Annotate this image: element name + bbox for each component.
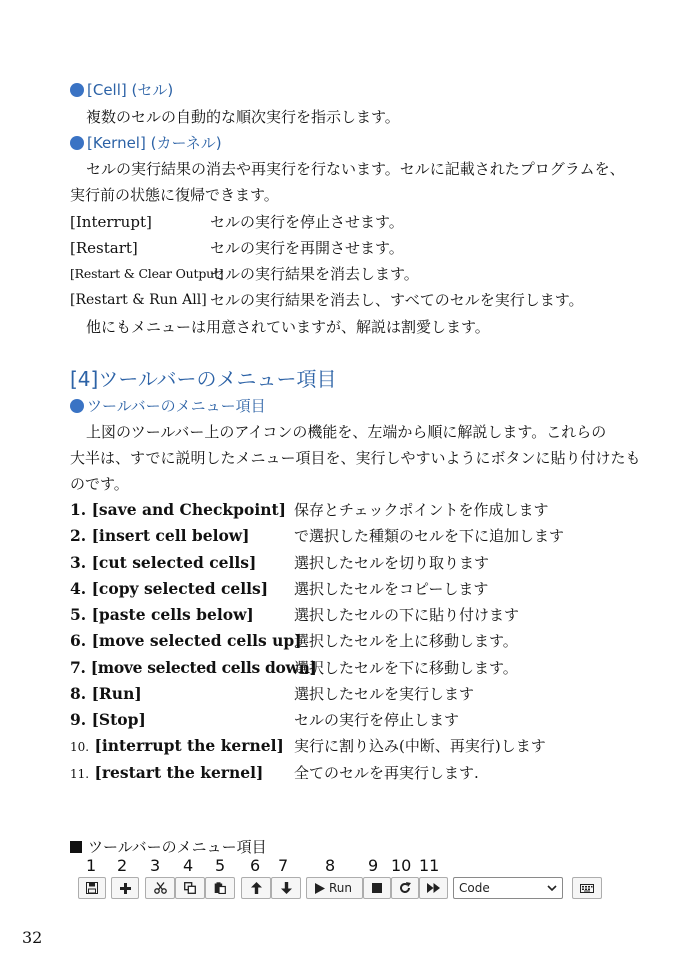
chevron-down-icon — [547, 885, 557, 891]
kernel-item-term: [Restart & Run All] — [70, 292, 207, 308]
copy-cells-button[interactable] — [175, 877, 205, 899]
copy-icon — [184, 882, 196, 894]
kernel-item-term: [Interrupt] — [70, 213, 152, 231]
toolbar-list-term: 9. [Stop] — [70, 710, 146, 729]
stop-icon — [372, 883, 382, 893]
paste-cells-button[interactable] — [205, 877, 235, 899]
square-bullet-icon — [70, 841, 82, 853]
run-button-label: Run — [329, 881, 353, 895]
bullet-dot — [70, 399, 84, 413]
toolbar-list-term: 7. [move selected cells down] — [70, 658, 317, 677]
cell-description: 複数のセルの自動的な順次実行を指示します。 — [86, 108, 400, 126]
arrow-down-icon — [281, 882, 292, 894]
toolbar-number: 3 — [150, 856, 161, 875]
kernel-item-desc: セルの実行結果を消去し、すべてのセルを実行します。 — [210, 291, 584, 309]
restart-icon — [399, 882, 411, 894]
scissors-icon — [154, 882, 167, 894]
toolbar-number: 5 — [215, 856, 226, 875]
toolbar-list-term: 10. [interrupt the kernel] — [70, 736, 284, 755]
toolbar-list-desc: 選択したセルを実行します — [294, 685, 475, 703]
toolbar-list-term: 2. [insert cell below] — [70, 526, 250, 545]
keyboard-icon — [580, 884, 594, 893]
toolbar-number: 10 — [391, 856, 412, 875]
toolbar-number: 9 — [368, 856, 379, 875]
run-button[interactable] — [306, 877, 363, 899]
kernel-paragraph-line-1: セルの実行結果の消去や再実行を行ないます。セルに記載されたプログラムを、 — [86, 160, 625, 178]
toolbar-list-desc: 選択したセルを切り取ります — [294, 554, 490, 572]
toolbar-list-desc: 全てのセルを再実行します. — [294, 764, 479, 782]
stop-button[interactable] — [363, 877, 391, 899]
toolbar-list-desc: 実行に割り込み(中断、再実行)します — [294, 737, 546, 755]
insert-cell-below-button[interactable] — [111, 877, 139, 899]
toolbar-list-term: 4. [copy selected cells] — [70, 579, 269, 598]
save-icon — [86, 882, 98, 894]
restart-kernel-button[interactable] — [391, 877, 419, 899]
cell-heading: [Cell] (セル) — [70, 80, 173, 100]
toolbar-number: 6 — [250, 856, 261, 875]
toolbar-list-desc: 選択したセルをコピーします — [294, 580, 489, 598]
toolbar-list-desc: で選択した種類のセルを下に追加します — [294, 527, 565, 545]
kernel-item-term: [Restart] — [70, 239, 138, 257]
toolbar-list-desc: 選択したセルを下に移動します。 — [294, 659, 518, 677]
section-subheading: ツールバーのメニュー項目 — [70, 396, 266, 416]
toolbar-number: 4 — [183, 856, 194, 875]
section-title: [4]ツールバーのメニュー項目 — [70, 367, 337, 391]
toolbar-caption: ツールバーのメニュー項目 — [70, 836, 267, 857]
kernel-item-desc: セルの実行を再開させます。 — [210, 239, 404, 257]
paste-icon — [214, 882, 226, 894]
toolbar-number: 7 — [278, 856, 289, 875]
toolbar-list-desc: 保存とチェックポイントを作成します — [294, 501, 549, 519]
toolbar-list-term: 3. [cut selected cells] — [70, 553, 257, 572]
plus-icon — [120, 883, 131, 894]
kernel-heading: [Kernel] (カーネル) — [70, 133, 222, 153]
section-paragraph-line-1: 上図のツールバー上のアイコンの機能を、左端から順に解説します。これらの — [86, 423, 607, 441]
kernel-item-desc: セルの実行を停止させます。 — [210, 213, 404, 231]
section-paragraph-line-3: のです。 — [70, 475, 129, 493]
kernel-paragraph-line-2: 実行前の状態に復帰できます。 — [70, 186, 279, 204]
play-icon — [315, 883, 325, 894]
toolbar-list-term: 11. [restart the kernel] — [70, 763, 264, 782]
move-cells-up-button[interactable] — [241, 877, 271, 899]
cell-type-select[interactable] — [453, 877, 563, 899]
toolbar-number: 8 — [325, 856, 336, 875]
kernel-note: 他にもメニューは用意されていますが、解説は割愛します。 — [86, 318, 490, 336]
save-button[interactable] — [78, 877, 106, 899]
move-cells-down-button[interactable] — [271, 877, 301, 899]
toolbar-number: 11 — [419, 856, 440, 875]
command-palette-button[interactable] — [572, 877, 602, 899]
toolbar-list-term: 5. [paste cells below] — [70, 605, 254, 624]
toolbar-list-term: 1. [save and Checkpoint] — [70, 500, 286, 519]
fast-forward-icon — [427, 883, 440, 893]
page-number: 32 — [22, 928, 43, 947]
bullet-dot — [70, 83, 84, 97]
toolbar-list-desc: 選択したセルを上に移動します。 — [294, 632, 518, 650]
toolbar-number: 2 — [117, 856, 128, 875]
kernel-item-term: [Restart & Clear Output] — [70, 266, 224, 281]
arrow-up-icon — [251, 882, 262, 894]
cell-type-value: Code — [459, 881, 490, 895]
toolbar-list-desc: 選択したセルの下に貼り付けます — [294, 606, 520, 624]
section-paragraph-line-2: 大半は、すでに説明したメニュー項目を、実行しやすいようにボタンに貼り付けたも — [70, 449, 641, 467]
restart-run-all-button[interactable] — [419, 877, 448, 899]
toolbar-list-term: 6. [move selected cells up] — [70, 631, 302, 650]
toolbar-list-desc: セルの実行を停止します — [294, 711, 460, 729]
cut-cells-button[interactable] — [145, 877, 175, 899]
kernel-item-desc: セルの実行結果を消去します。 — [210, 265, 419, 283]
toolbar-number: 1 — [86, 856, 97, 875]
toolbar-list-term: 8. [Run] — [70, 684, 142, 703]
bullet-dot — [70, 136, 84, 150]
